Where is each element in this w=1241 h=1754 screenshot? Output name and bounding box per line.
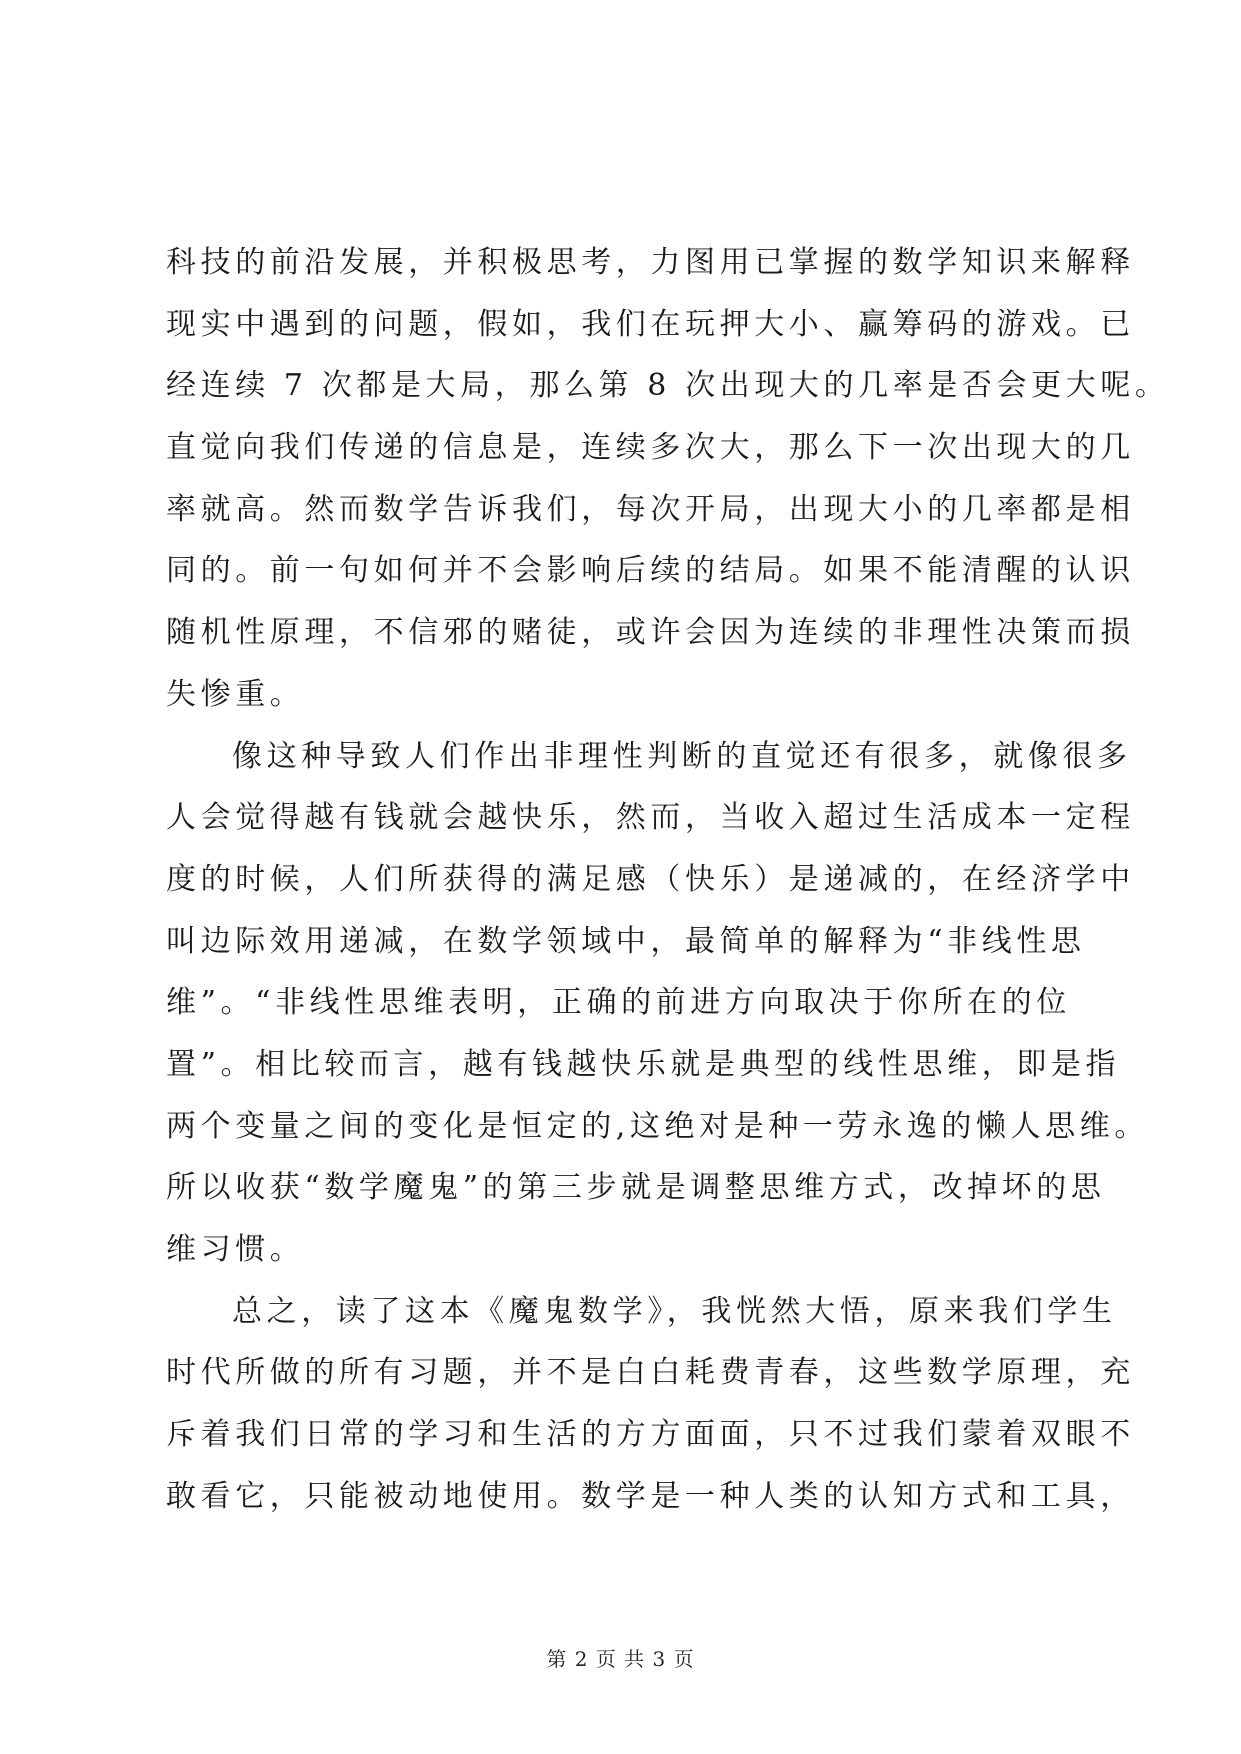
text-line: 度的时候，人们所获得的满足感（快乐）是递减的，在经济学中 — [166, 861, 1135, 897]
page-footer: 第 2 页 共 3 页 — [546, 1647, 695, 1671]
text-line: 两个变量之间的变化是恒定的,这绝对是种一劳永逸的懒人思维。 — [166, 1108, 1149, 1144]
text-line: 总之，读了这本《魔鬼数学》，我恍然大悟，原来我们学生 — [232, 1293, 1117, 1329]
text-line: 率就高。然而数学告诉我们，每次开局，出现大小的几率都是相 — [166, 491, 1135, 527]
text-line: 时代所做的所有习题，并不是白白耗费青春，这些数学原理，充 — [166, 1355, 1135, 1391]
text-line: 现实中遇到的问题，假如，我们在玩押大小、赢筹码的游戏。已 — [166, 306, 1135, 342]
text-line: 科技的前沿发展，并积极思考，力图用已掌握的数学知识来解释 — [166, 245, 1135, 280]
text-line: 所以收获“数学魔鬼”的第三步就是调整思维方式，改掉坏的思 — [166, 1170, 1106, 1206]
text-line: 维”。“非线性思维表明，正确的前进方向取决于你所在的位 — [166, 985, 1071, 1021]
text-line: 敢看它，只能被动地使用。数学是一种人类的认知方式和工具， — [166, 1478, 1135, 1514]
text-line: 同的。前一句如何并不会影响后续的结局。如果不能清醒的认识 — [166, 553, 1135, 589]
text-line: 直觉向我们传递的信息是，连续多次大，那么下一次出现大的几 — [166, 430, 1135, 466]
text-line: 置”。相比较而言，越有钱越快乐就是典型的线性思维，即是指 — [166, 1046, 1121, 1082]
text-line: 失惨重。 — [166, 676, 305, 712]
text-line: 维习惯。 — [166, 1232, 305, 1267]
text-line: 经连续 7 次都是大局，那么第 8 次出现大的几率是否会更大呢。 — [166, 368, 1170, 404]
body-text — [166, 232, 1170, 1527]
text-line: 斥着我们日常的学习和生活的方方面面，只不过我们蒙着双眼不 — [166, 1417, 1135, 1453]
text-line: 随机性原理，不信邪的赌徒，或许会因为连续的非理性决策而损 — [166, 615, 1135, 651]
text-line: 叫边际效用递减，在数学领域中，最简单的解释为“非线性思 — [166, 923, 1086, 959]
text-line: 像这种导致人们作出非理性判断的直觉还有很多，就像很多 — [232, 738, 1132, 774]
text-line: 人会觉得越有钱就会越快乐，然而，当收入超过生活成本一定程 — [166, 800, 1135, 836]
